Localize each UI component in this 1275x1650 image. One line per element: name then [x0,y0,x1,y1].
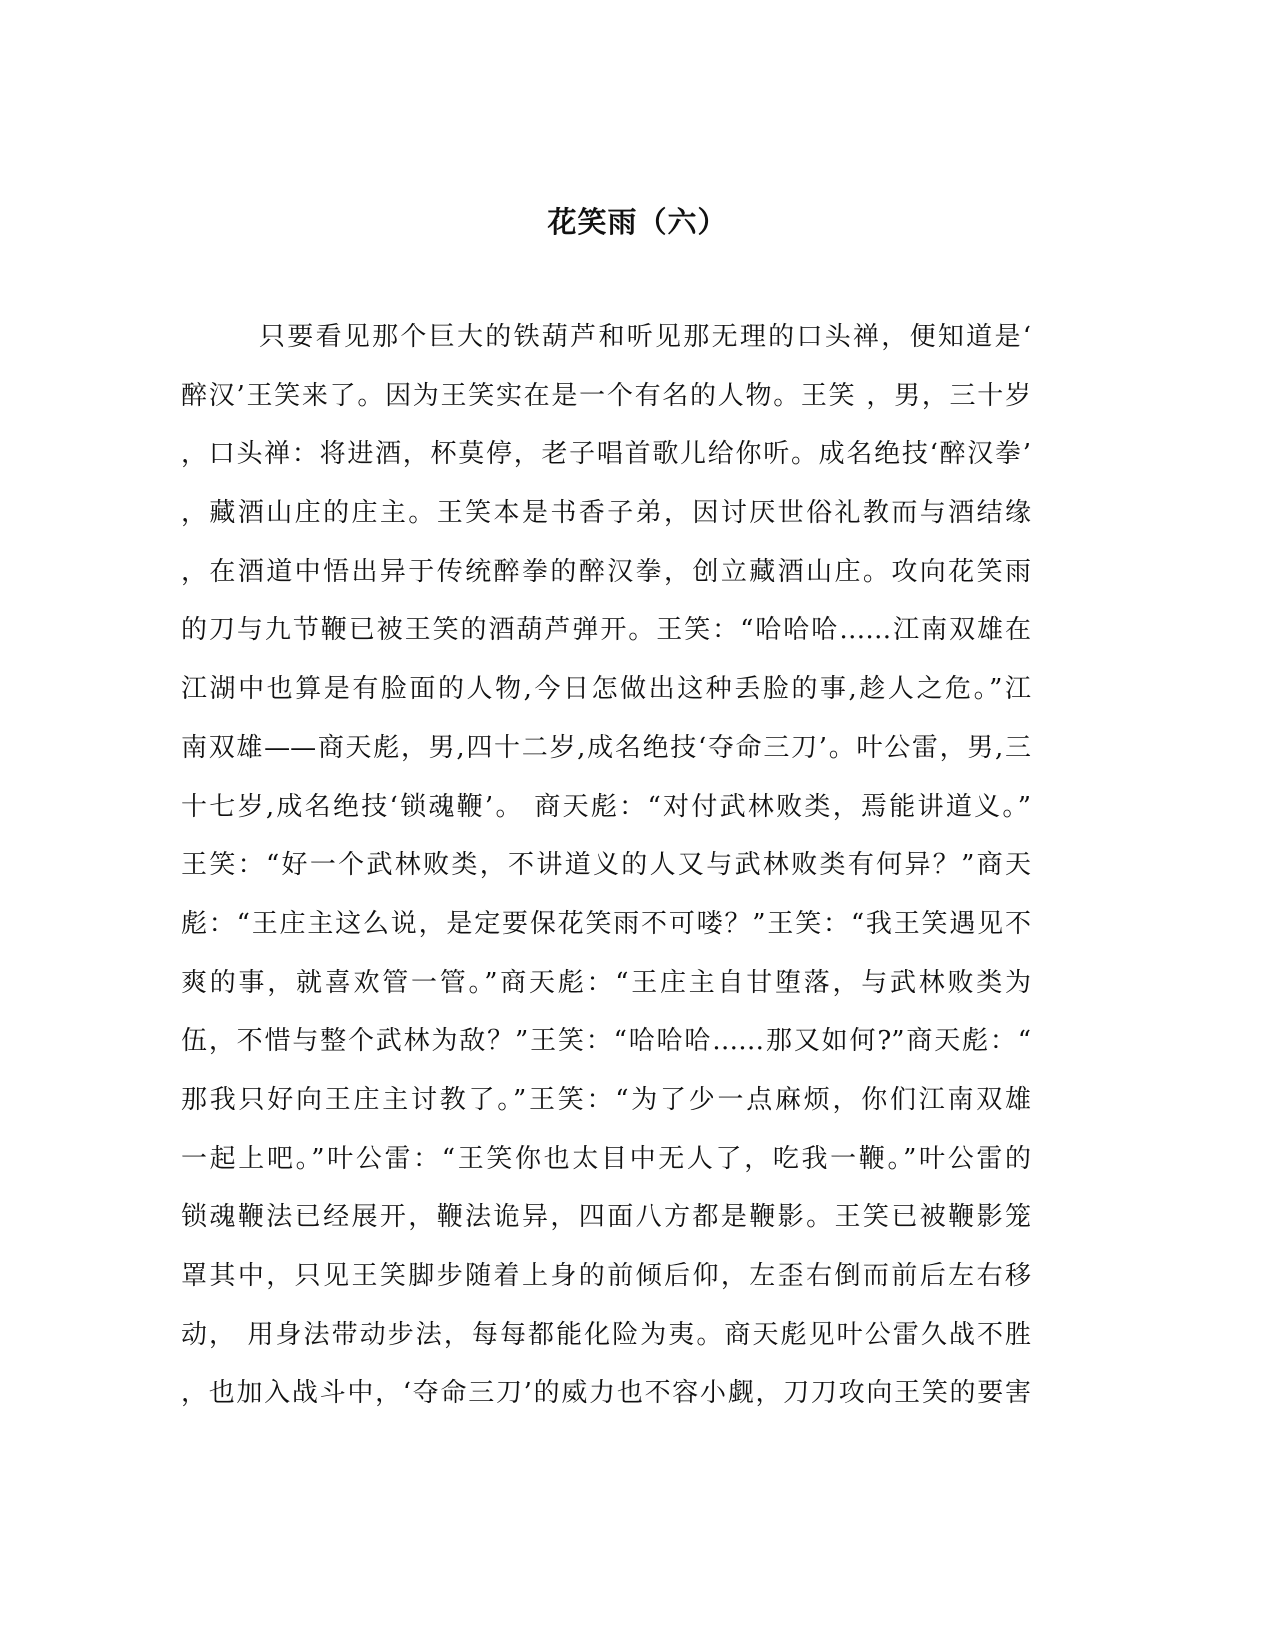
paragraph-line: ，口头禅：将进酒，杯莫停，老子唱首歌儿给你听。成名绝技‘醉汉拳’ [181,439,1031,470]
paragraph-line: 江湖中也算是有脸面的人物,今日怎做出这种丢脸的事,趁人之危。”江 [181,674,1031,705]
paragraph-line: 南双雄——商天彪，男,四十二岁,成名绝技‘夺命三刀’。叶公雷，男,三 [181,732,1031,763]
paragraph-line: 王笑：“好一个武林败类，不讲道义的人又与武林败类有何异？”商天 [181,850,1031,881]
document-title: 花笑雨（六） [547,205,728,239]
paragraph-line: 锁魂鞭法已经展开，鞭法诡异，四面八方都是鞭影。王笑已被鞭影笼 [181,1202,1031,1233]
paragraph-line: ，藏酒山庄的庄主。王笑本是书香子弟，因讨厌世俗礼教而与酒结缘 [181,498,1031,529]
document-body [181,308,1031,1423]
paragraph-line: 那我只好向王庄主讨教了。”王笑：“为了少一点麻烦，你们江南双雄 [181,1084,1031,1115]
paragraph-line: 只要看见那个巨大的铁葫芦和听见那无理的口头禅，便知道是‘ [259,322,1031,352]
paragraph-line: 一起上吧。”叶公雷：“王笑你也太目中无人了，吃我一鞭。”叶公雷的 [181,1143,1031,1174]
paragraph-line: 醉汉’王笑来了。因为王笑实在是一个有名的人物。王笑 ，男，三十岁 [181,380,1031,411]
paragraph-line: 的刀与九节鞭已被王笑的酒葫芦弹开。王笑：“哈哈哈……江南双雄在 [181,615,1031,646]
paragraph-line: ，也加入战斗中，‘夺命三刀’的威力也不容小觑，刀刀攻向王笑的要害 [181,1378,1031,1409]
paragraph-line: 动， 用身法带动步法，每每都能化险为夷。商天彪见叶公雷久战不胜 [181,1319,1031,1350]
paragraph-line: ，在酒道中悟出异于传统醉拳的醉汉拳，创立藏酒山庄。攻向花笑雨 [181,556,1031,587]
paragraph-line: 爽的事，就喜欢管一管。”商天彪：“王庄主自甘堕落，与武林败类为 [181,967,1031,998]
paragraph-line: 彪：“王庄主这么说，是定要保花笑雨不可喽？”王笑：“我王笑遇见不 [181,908,1031,939]
paragraph-line: 罩其中，只见王笑脚步随着上身的前倾后仰，左歪右倒而前后左右移 [181,1261,1031,1291]
paragraph-line: 伍，不惜与整个武林为敌？”王笑：“哈哈哈……那又如何?”商天彪：“ [181,1026,1031,1057]
paragraph-line: 十七岁,成名绝技‘锁魂鞭’。 商天彪：“对付武林败类，焉能讲道义。” [181,791,1031,822]
